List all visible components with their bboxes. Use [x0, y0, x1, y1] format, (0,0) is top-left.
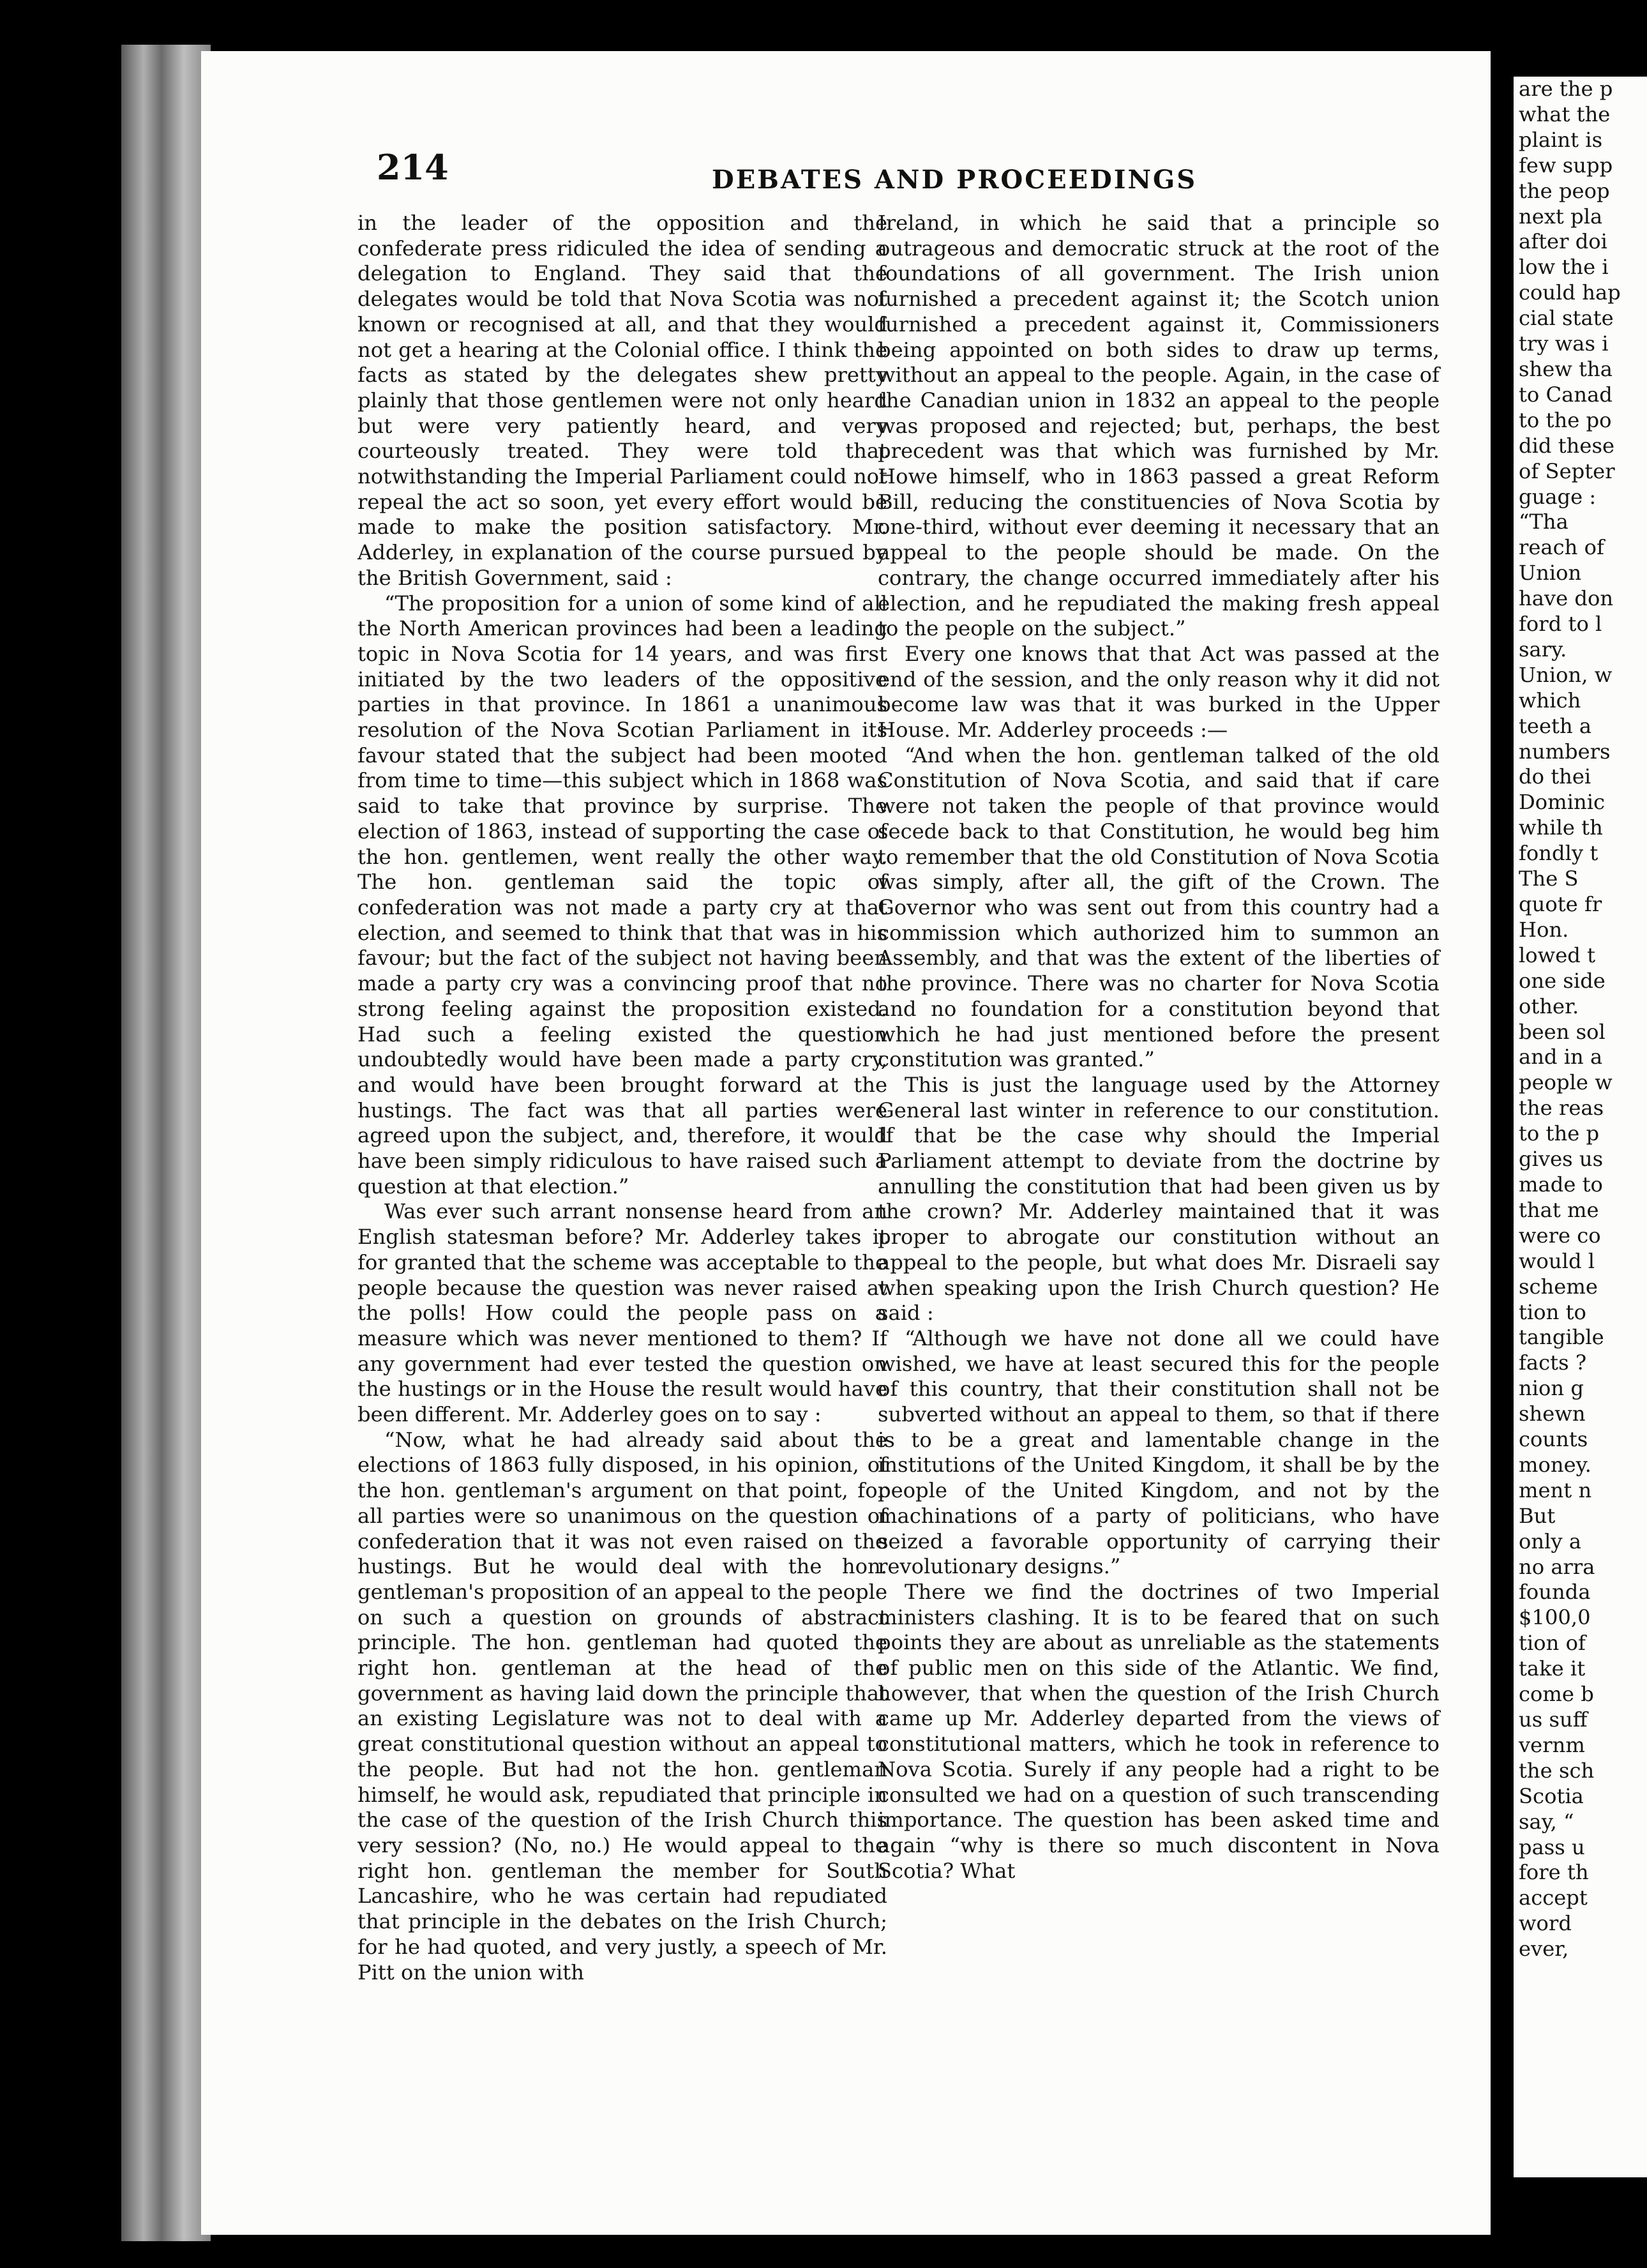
left-column — [357, 211, 887, 1985]
facing-page-line: us suff — [1519, 1707, 1588, 1732]
facing-page-line: quote fr — [1519, 892, 1602, 916]
facing-page-line: the sch — [1519, 1758, 1595, 1783]
facing-page-line: only a — [1519, 1529, 1582, 1554]
facing-page-line: shew tha — [1519, 356, 1613, 381]
facing-page-line: say, “ — [1519, 1809, 1574, 1834]
facing-page-line: facts ? — [1519, 1350, 1587, 1375]
facing-page-line: people w — [1519, 1070, 1613, 1095]
facing-page-line: sary. — [1519, 637, 1567, 662]
facing-page-line: But — [1519, 1503, 1556, 1528]
facing-page-line: were co — [1519, 1223, 1601, 1248]
facing-page-line: Scotia — [1519, 1783, 1584, 1808]
facing-page-line: have don — [1519, 586, 1614, 611]
facing-page-text-fragments — [1519, 77, 1647, 1962]
facing-page-line: to the po — [1519, 407, 1612, 432]
paragraph: in the leader of the opposition and the confederate press ridiculed the idea of sending a delegation to England. They said that the delegates would be told that Nova Scotia was not known or recognised at all, and that they would not get a hearing at the Colonial office. I think the facts as stated by the delegates shew pretty plainly that those gentlemen were not only heard but were very patiently heard, and very courteously treated. They were told that notwithstanding the Imperial Parliament could not repeal the act so soon, yet every effort would be made to make the position satisfactory. Mr. Adderley, in explanation of the course pursued by the British Government, said : — [357, 211, 887, 590]
right-column — [878, 211, 1440, 1884]
facing-page-line: tangible — [1519, 1325, 1604, 1350]
facing-page-line: take it — [1519, 1656, 1586, 1681]
facing-page-line: made to — [1519, 1172, 1603, 1197]
quotation-paragraph: “The proposition for a union of some kind of all the North American provinces had been a leading topic in Nova Scotia for 14 years, and was first initiated by the two leaders of the oppositive parties in that province. In 1861 a unanimous resolution of the Nova Scotian Parliament in its favour stated that the subject had been mooted from time to time—this subject which in 1868 was said to take that province by surprise. The election of 1863, instead of supporting the case of the hon. gentlemen, went really the other way. The hon. gentleman said the topic of confederation was not made a party cry at that election, and seemed to think that that was in his favour; but the fact of the subject not having been made a party cry was a convincing proof that no strong feeling against the proposition existed. Had such a feeling existed the question undoubtedly would have been made a party cry, and would have been brought forward at the hustings. The fact was that all parties were agreed upon the subject, and, therefore, it would have been simply ridiculous to have raised such a question at that election.” — [357, 591, 887, 1198]
facing-page-line: to the p — [1519, 1121, 1600, 1146]
facing-page-line: while th — [1519, 815, 1603, 840]
facing-page-line: Union — [1519, 561, 1582, 586]
facing-page-line: accept — [1519, 1886, 1588, 1910]
facing-page-line: are the p — [1519, 77, 1613, 101]
running-title: DEBATES AND PROCEEDINGS — [712, 165, 1198, 195]
facing-page-line: no arra — [1519, 1554, 1595, 1579]
facing-page-line: $100,0 — [1519, 1605, 1591, 1630]
facing-page-line: and in a — [1519, 1045, 1603, 1070]
facing-page-line: pass u — [1519, 1834, 1585, 1859]
facing-page-line: numbers — [1519, 739, 1611, 764]
facing-page-line: “Tha — [1519, 510, 1568, 534]
book-gutter — [1491, 0, 1514, 2268]
paragraph: Was ever such arrant nonsense heard from an English statesman before? Mr. Adderley takes it for granted that the scheme was acceptable to the people because the question was never raised at the polls! How could the people pass on a measure which was never mentioned to them? If any government had ever tested the question on the hustings or in the House the result would have been different. Mr. Adderley goes on to say : — [357, 1199, 887, 1427]
facing-page-line: Union, w — [1519, 662, 1613, 687]
facing-page-line: tion of — [1519, 1631, 1586, 1656]
facing-page-line: do thei — [1519, 764, 1591, 789]
paragraph: This is just the language used by the Attorney General last winter in reference to our constitution. If that be the case why should the Imperial Parliament attempt to deviate from the doctrine by annulling the constitution that had been given us by the crown? Mr. Adderley maintained that it was proper to abrogate our constitution without an appeal to the people, but what does Mr. Disraeli say when speaking upon the Irish Church question? He said : — [878, 1072, 1440, 1326]
facing-page-line: after doi — [1519, 229, 1607, 254]
facing-page-line: try was i — [1519, 331, 1609, 356]
facing-page-line: gives us — [1519, 1147, 1604, 1172]
facing-page-line: founda — [1519, 1580, 1591, 1605]
facing-page-line: scheme — [1519, 1274, 1598, 1299]
paragraph: There we find the doctrines of two Imperial ministers clashing. It is to be feared that on such points they are about as unreliable as the statements of public men on this side of the Atlantic. We find, however, that when the question of the Irish Church came up Mr. Adderley departed from the views of constitutional matters, which he took in reference to Nova Scotia. Surely if any people had a right to be consulted we had on a question of such transcending importance. The question has been asked time and again “why is there so much discontent in Nova Scotia? What — [878, 1579, 1440, 1883]
facing-page-line: Dominic — [1519, 790, 1606, 815]
facing-page-line: vernm — [1519, 1732, 1585, 1757]
page-number: 214 — [377, 147, 449, 188]
facing-page — [1514, 77, 1647, 2177]
facing-page-line: lowed t — [1519, 942, 1596, 967]
facing-page-line: did these — [1519, 433, 1615, 458]
facing-page-line: fondly t — [1519, 841, 1598, 866]
quotation-paragraph: “And when the hon. gentleman talked of the old Constitution of Nova Scotia, and said that if care were not taken the people of that province would secede back to that Constitution, he would beg him to remember that the old Constitution of Nova Scotia was simply, after all, the gift of the Crown. The Governor who was sent out from this country had a commission which authorized him to summon an Assembly, and that was the extent of the liberties of the province. There was no charter for Nova Scotia and no foundation for a constitution beyond that which he had just mentioned before the present constitution was granted.” — [878, 743, 1440, 1072]
facing-page-line: counts — [1519, 1427, 1588, 1452]
facing-page-line: the peop — [1519, 178, 1610, 203]
facing-page-line: shewn — [1519, 1402, 1586, 1426]
facing-page-line: cial state — [1519, 306, 1614, 331]
facing-page-line: guage : — [1519, 484, 1597, 509]
facing-page-line: what the — [1519, 102, 1611, 126]
facing-page-line: which — [1519, 688, 1581, 713]
facing-page-line: The S — [1519, 866, 1579, 891]
facing-page-line: next pla — [1519, 204, 1603, 229]
facing-page-line: that me — [1519, 1197, 1599, 1222]
facing-page-line: come b — [1519, 1682, 1594, 1707]
facing-page-line: to Canad — [1519, 382, 1613, 407]
facing-page-line: other. — [1519, 994, 1579, 1018]
facing-page-line: word — [1519, 1911, 1572, 1936]
quotation-paragraph: Ireland, in which he said that a principle so outrageous and democratic struck at the root of the foundations of all government. The Irish union furnished a precedent against it; the Scotch union furnished a precedent against it, Commissioners being appointed on both sides to draw up terms, without an appeal to the people. Again, in the case of the Canadian union in 1832 an appeal to the people was proposed and rejected; but, perhaps, the best precedent was that which was furnished by Mr. Howe himself, who in 1863 passed a great Reform Bill, reducing the constituencies of Nova Scotia by one-third, without ever deeming it necessary that an appeal to the people should be made. On the contrary, the change occurred immediately after his election, and he repudiated the making fresh appeal to the people on the subject.” — [878, 211, 1440, 641]
facing-page-line: money. — [1519, 1452, 1591, 1477]
facing-page-line: could hap — [1519, 280, 1621, 305]
facing-page-line: Hon. — [1519, 917, 1569, 942]
facing-page-line: ever, — [1519, 1937, 1569, 1962]
quotation-paragraph: “Although we have not done all we could have wished, we have at least secured this for the people of this country, that their constitution shall not be subverted without an appeal to them, so that if there is to be a great and lamentable change in the institutions of the United Kingdom, it shall be by the people of the United Kingdom, and not by the machinations of a party of politicians, who have seized a favorable opportunity of carrying their revolutionary designs.” — [878, 1326, 1440, 1579]
facing-page-line: fore th — [1519, 1860, 1589, 1885]
facing-page-line: one side — [1519, 968, 1606, 993]
facing-page-line: of Septer — [1519, 458, 1615, 483]
page-edge-shadow — [121, 45, 211, 2241]
facing-page-line: the reas — [1519, 1096, 1604, 1121]
facing-page-line: low the i — [1519, 255, 1609, 280]
facing-page-line: been sol — [1519, 1019, 1606, 1044]
facing-page-line: plaint is — [1519, 127, 1603, 152]
facing-page-line: tion to — [1519, 1299, 1586, 1324]
quotation-paragraph: “Now, what he had already said about the elections of 1863 fully disposed, in his opinion, of the hon. gentleman's argument on that point, for all parties were so unanimous on the question of confederation that it was not even raised on the hustings. But he would deal with the hon. gentleman's proposition of an appeal to the people on such a question on grounds of abstract principle. The hon. gentleman had quoted the right hon. gentleman at the head of the government as having laid down the principle that an existing Legislature was not to deal with a great constitutional question without an appeal to the people. But had not the hon. gentleman himself, he would ask, repudiated that principle in the case of the question of the Irish Church this very session? (No, no.) He would appeal to the right hon. gentleman the member for South Lancashire, who he was certain had repudiated that principle in the debates on the Irish Church; for he had quoted, and very justly, a speech of Mr. Pitt on the union with — [357, 1427, 887, 1984]
facing-page-line: nion g — [1519, 1376, 1584, 1401]
facing-page-line: teeth a — [1519, 713, 1592, 738]
paragraph: Every one knows that that Act was passed at the end of the session, and the only reason why it did not become law was that it was burked in the Upper House. Mr. Adderley proceeds :— — [878, 641, 1440, 743]
facing-page-line: would l — [1519, 1248, 1595, 1273]
facing-page-line: ford to l — [1519, 612, 1602, 637]
facing-page-line: ment n — [1519, 1478, 1592, 1502]
facing-page-line: reach of — [1519, 535, 1604, 560]
facing-page-line: few supp — [1519, 153, 1613, 178]
